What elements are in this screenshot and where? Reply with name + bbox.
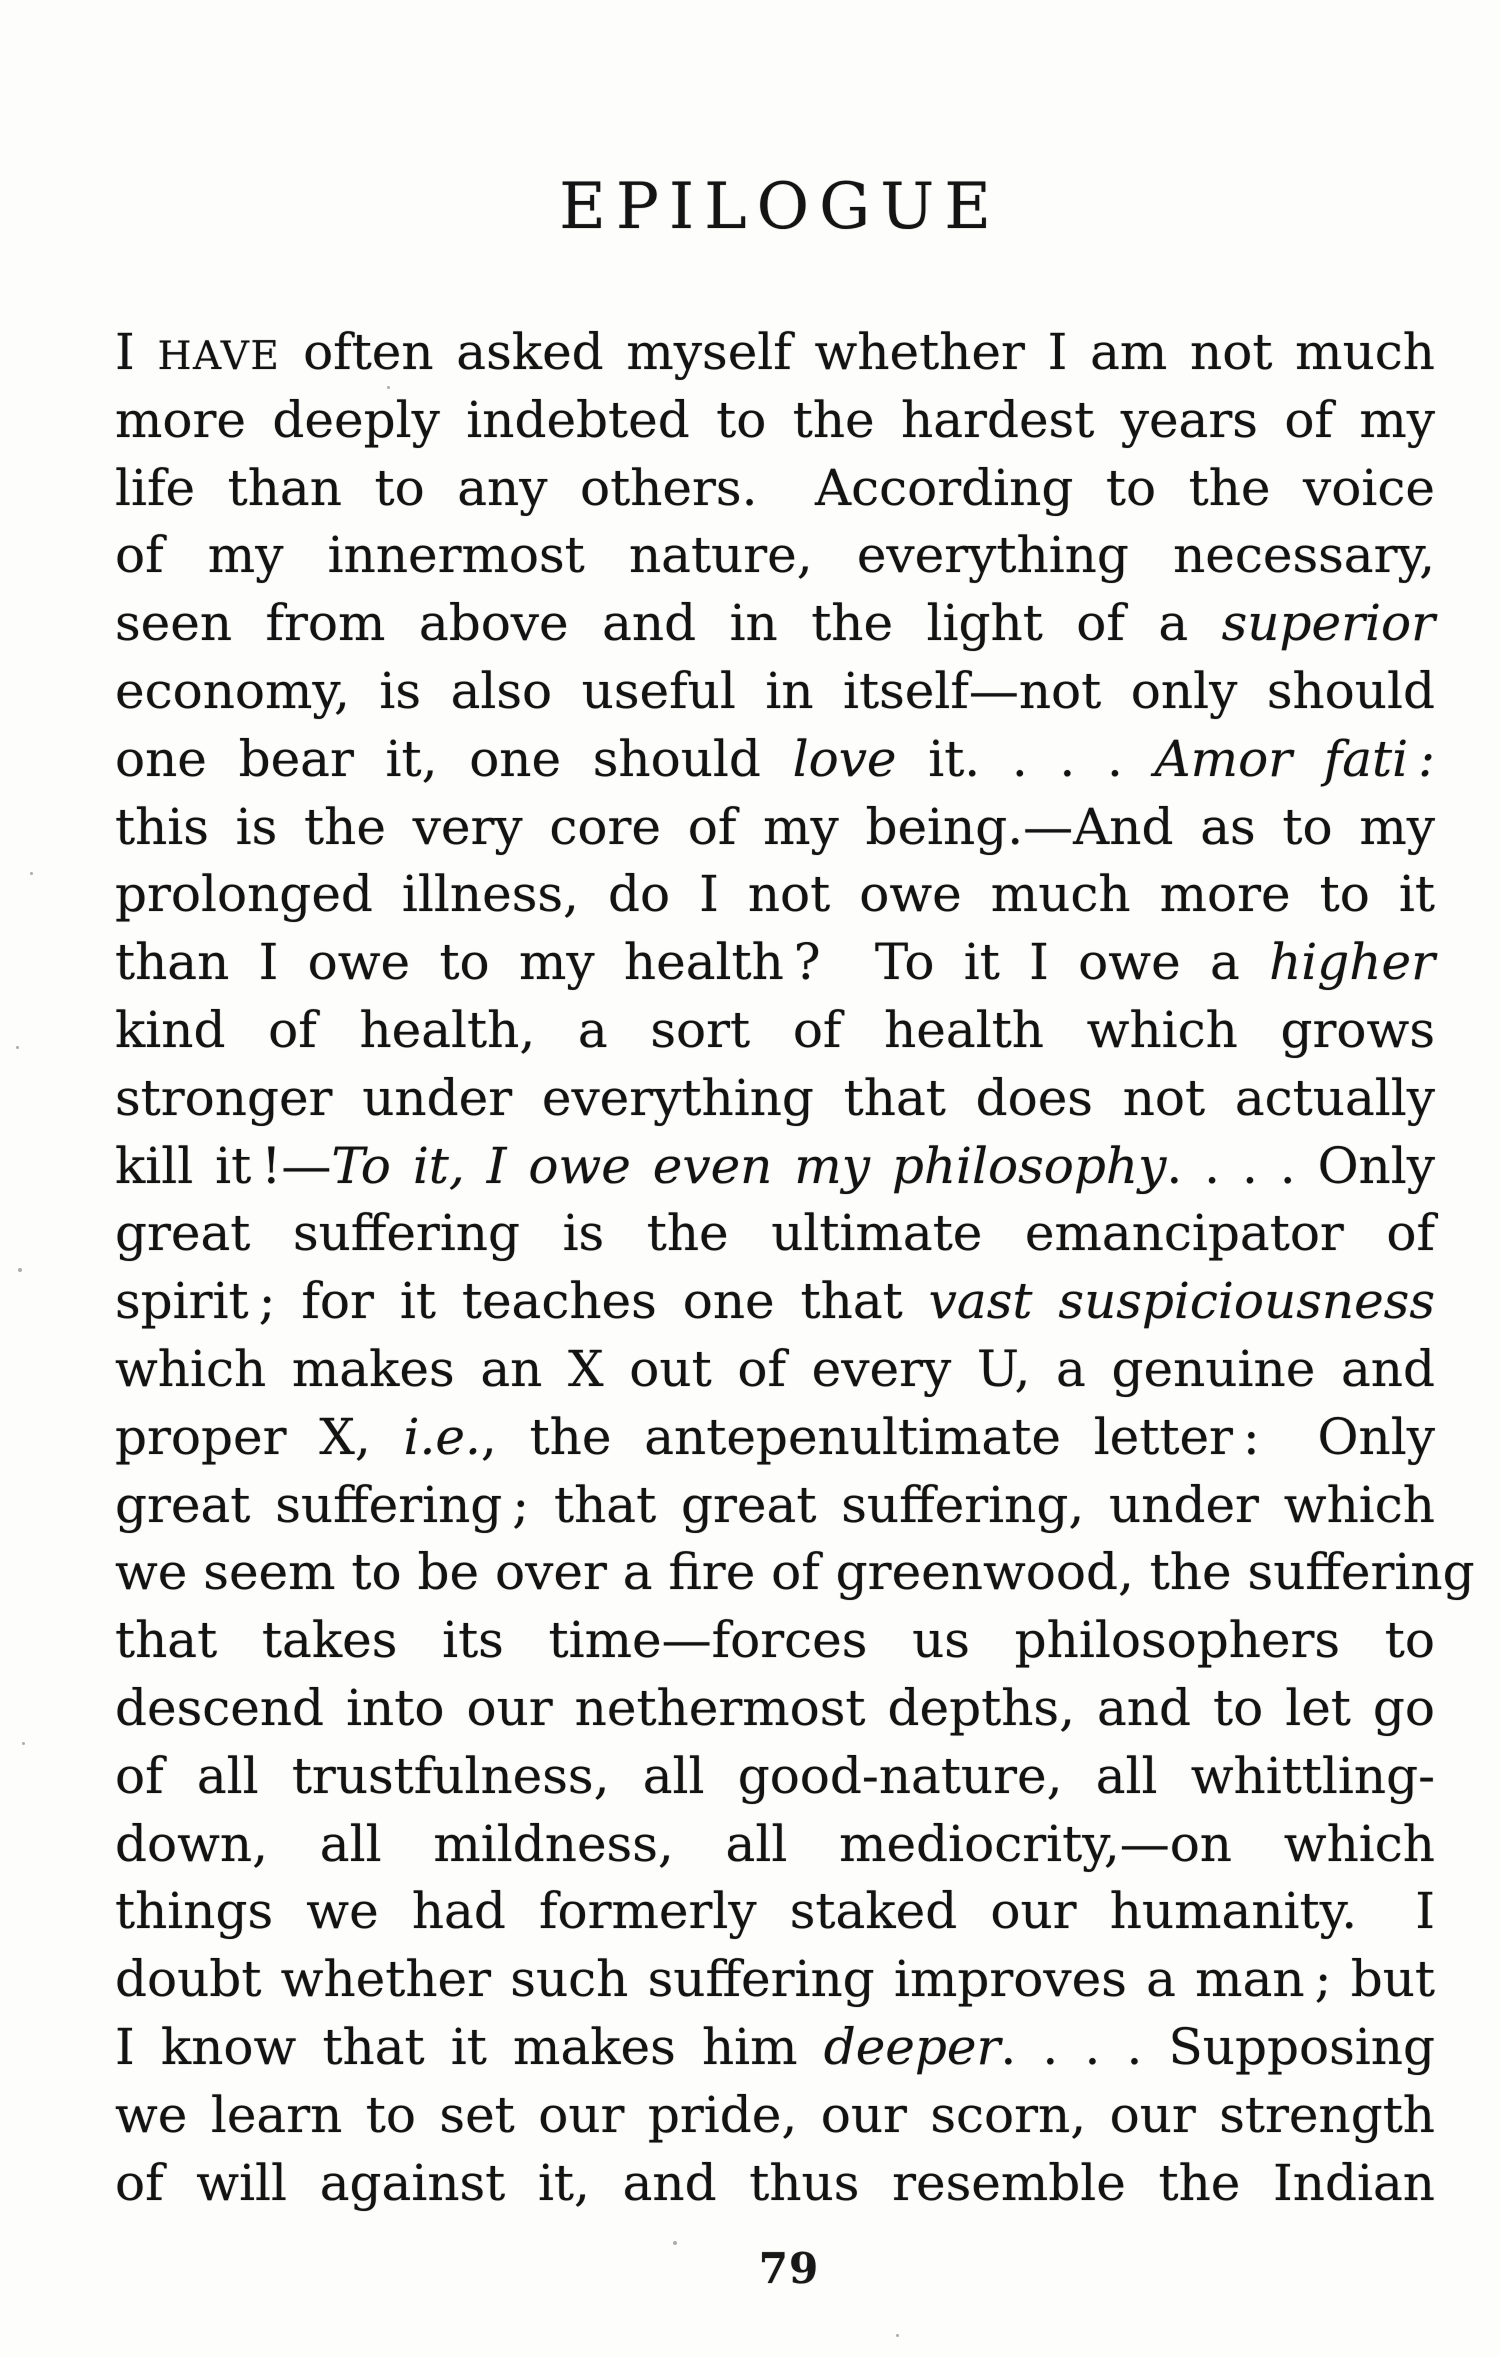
- text-segment: , the antepenultimate letter : Only: [480, 1407, 1435, 1466]
- text-line: [115, 2014, 1435, 2082]
- text-line: [115, 997, 1435, 1065]
- italic-text: i.e.: [403, 1407, 481, 1466]
- smallcaps-text: HAVE: [157, 334, 281, 379]
- text-segment: than I owe to my health ? To it I owe a: [115, 933, 1270, 992]
- text-segment: I know that it makes him: [115, 2017, 824, 2076]
- text-segment: of all trustfulness, all good-nature, all whittling-: [115, 1746, 1435, 1805]
- text-line: [115, 1878, 1435, 1946]
- text-segment: that takes its time—forces us philosophers to: [115, 1611, 1435, 1670]
- text-line: [115, 1539, 1475, 1607]
- italic-text: To it, I owe even my philosophy: [331, 1136, 1167, 1195]
- text-line: [115, 1743, 1435, 1811]
- text-segment: I: [115, 323, 158, 381]
- text-segment: . . . . Only: [1166, 1136, 1436, 1195]
- text-line: [115, 1811, 1435, 1879]
- text-segment: seen from above and in the light of a: [115, 594, 1222, 653]
- text-line: [115, 658, 1435, 726]
- text-line: [115, 319, 1435, 387]
- text-segment: which makes an X out of every U, a genuine and: [115, 1339, 1435, 1398]
- text-segment: life than to any others. According to the voice: [115, 458, 1435, 517]
- text-line: [115, 726, 1435, 794]
- text-line: [115, 455, 1435, 523]
- chapter-title-text: EPILOGUE: [559, 170, 1001, 244]
- text-segment: great suffering is the ultimate emancipator of: [115, 1204, 1435, 1263]
- scan-speck: [673, 2241, 677, 2245]
- chapter-title: [115, 170, 1435, 244]
- scan-speck: [16, 1046, 19, 1049]
- text-segment: down, all mildness, all mediocrity,—on which: [115, 1814, 1435, 1873]
- text-segment: proper X,: [115, 1407, 404, 1466]
- text-line: [115, 1607, 1435, 1675]
- text-line: [115, 861, 1435, 929]
- text-segment: one bear it, one should: [115, 729, 793, 788]
- text-segment: spirit ; for it teaches one that: [115, 1272, 929, 1331]
- text-segment: . . . . Supposing: [1000, 2017, 1435, 2076]
- scan-speck: [22, 1742, 25, 1745]
- text-segment: kill it !—: [115, 1136, 332, 1195]
- scan-speck: [387, 386, 390, 389]
- italic-text: love: [792, 729, 897, 788]
- text-segment: of my innermost nature, everything necessary,: [115, 526, 1435, 585]
- text-segment: this is the very core of my being.—And as to my: [115, 797, 1435, 856]
- text-line: [115, 387, 1435, 455]
- scan-speck: [30, 872, 33, 875]
- body-text: [115, 319, 1475, 2217]
- text-line: [115, 1946, 1435, 2014]
- text-line: [115, 1200, 1435, 1268]
- text-segment: things we had formerly staked our humanity. I: [115, 1882, 1435, 1941]
- text-segment: great suffering ; that great suffering, under which: [115, 1475, 1435, 1534]
- text-line: [115, 590, 1435, 658]
- text-segment: it. . . .: [896, 729, 1155, 788]
- text-line: [115, 929, 1435, 997]
- text-segment: we seem to be over a fire of greenwood, the suffering: [115, 1543, 1475, 1602]
- text-segment: economy, is also useful in itself—not only should: [115, 661, 1435, 720]
- text-line: [115, 1336, 1435, 1404]
- text-line: [115, 522, 1435, 590]
- text-segment: more deeply indebted to the hardest years of my: [115, 390, 1435, 449]
- text-line: [115, 2082, 1435, 2150]
- text-segment: prolonged illness, do I not owe much more to it: [115, 865, 1435, 924]
- italic-text: higher: [1269, 933, 1435, 992]
- text-line: [115, 1133, 1435, 1201]
- text-segment: descend into our nethermost depths, and to let go: [115, 1678, 1435, 1737]
- text-segment: we learn to set our pride, our scorn, our strength: [115, 2085, 1435, 2144]
- page-number: 79: [758, 2244, 820, 2293]
- scan-speck: [18, 1268, 22, 1272]
- text-segment: kind of health, a sort of health which grows: [115, 1000, 1435, 1059]
- text-line: [115, 1404, 1435, 1472]
- text-line: [115, 1472, 1435, 1540]
- text-segment: of will against it, and thus resemble the Indian: [115, 2153, 1435, 2212]
- scan-speck: [896, 2334, 899, 2337]
- italic-text: deeper: [823, 2017, 1001, 2076]
- text-line: [115, 1268, 1435, 1336]
- text-segment: doubt whether such suffering improves a man ; but: [115, 1950, 1435, 2009]
- italic-text: superior: [1221, 594, 1435, 653]
- italic-text: vast suspiciousness: [928, 1272, 1435, 1331]
- text-segment: stronger under everything that does not actually: [115, 1068, 1435, 1127]
- italic-text: Amor fati :: [1154, 729, 1435, 788]
- text-line: [115, 2150, 1435, 2218]
- text-line: [115, 1065, 1435, 1133]
- text-segment: often asked myself whether I am not much: [280, 323, 1435, 381]
- text-line: [115, 1675, 1435, 1743]
- text-line: [115, 794, 1435, 862]
